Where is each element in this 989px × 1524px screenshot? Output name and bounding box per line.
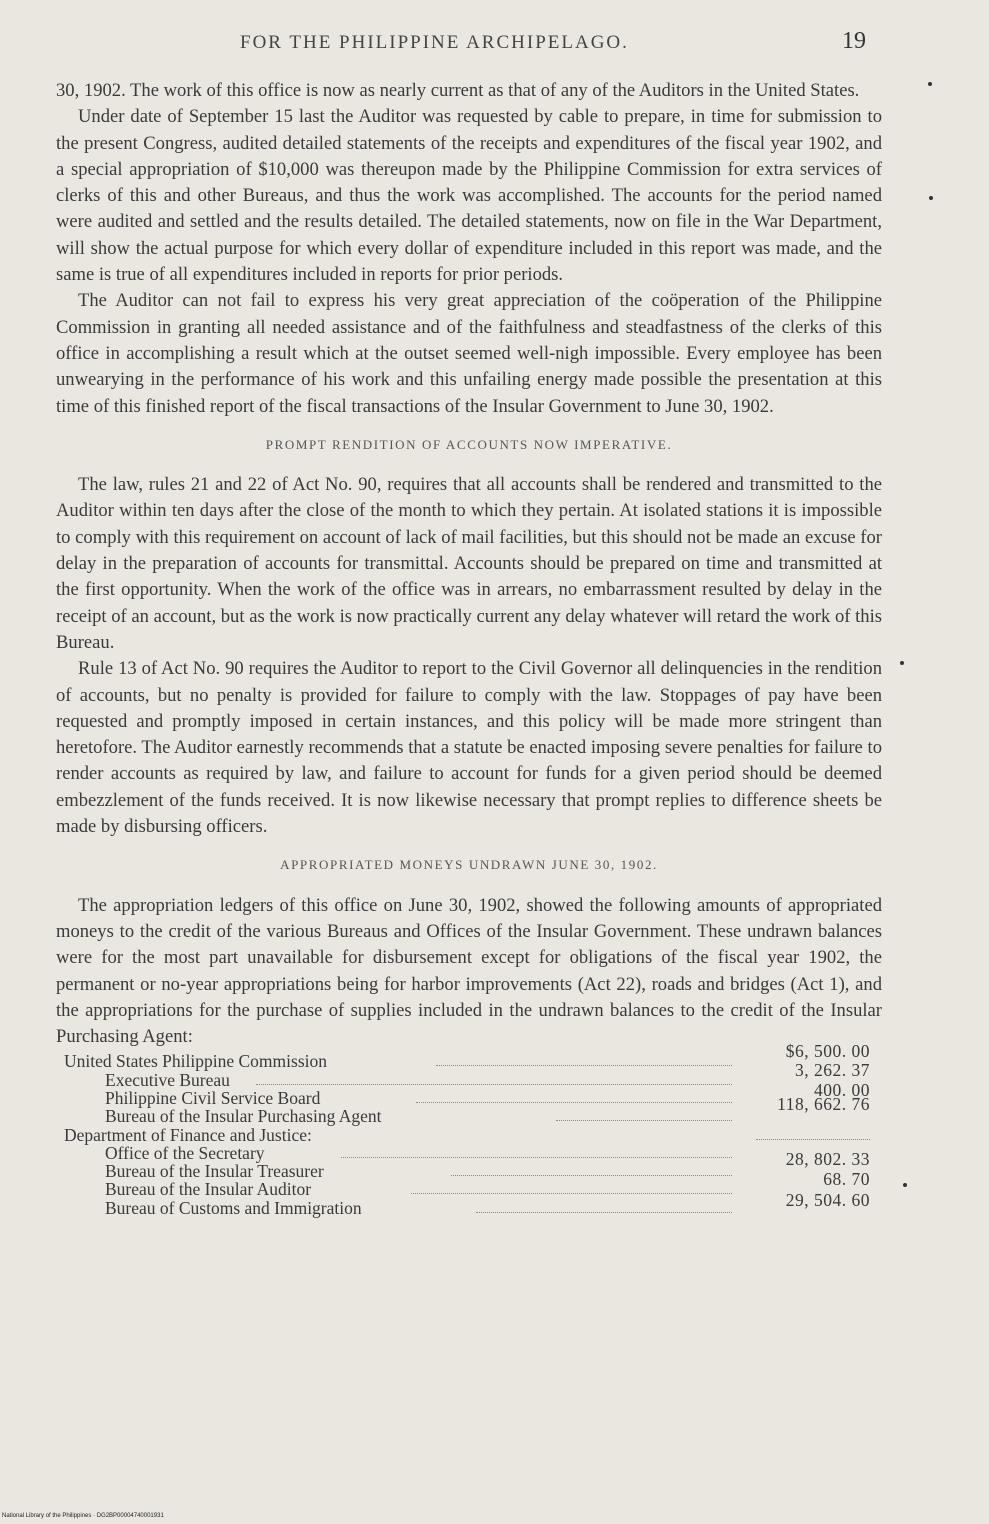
ledger-amount: 68. 70	[823, 1169, 870, 1190]
paragraph-1: 30, 1902. The work of this office is now as nearly current as that of any of the Auditors in the United States.	[56, 80, 860, 101]
paragraph-2: Under date of September 15 last the Auditor was requested by cable to prepare, in time for submission to the present Congress, audited detailed statements of the receipts and expenditures of the fiscal year 1902, and a special appropriation of $10,000 was thereupon made by the Philippine Commission for extra services of clerks of this and other Bureaus, and thus the work was accomplished. The accounts for the period named were audited and settled and the results detailed. The detailed statements, now on file in the War Department, will show the actual purpose for which every dollar of expenditure included in this report was made, and the same is true of all expenditures included in reports for prior periods.	[56, 106, 882, 286]
running-title: FOR THE PHILIPPINE ARCHIPELAGO.	[240, 32, 629, 53]
scan-footer: National Library of the Philippines · DG2BP00004740001931	[2, 1513, 164, 1519]
leader-dots	[436, 1064, 732, 1066]
ledger-amount: 3, 262. 37	[795, 1059, 870, 1080]
ledger-label: Bureau of Customs and Immigration	[105, 1197, 362, 1218]
leader-dots	[451, 1174, 732, 1176]
ledger-table	[56, 1041, 882, 1218]
ledger-amount: 29, 504. 60	[785, 1189, 870, 1210]
ledger-label: United States Philippine Commission	[64, 1051, 327, 1072]
ledger-label: Executive Bureau	[105, 1069, 230, 1090]
paragraph-6: The appropriation ledgers of this office on June 30, 1902, showed the following amounts of appropriated moneys to the credit of the various Bureaus and Offices of the Insular Government. These undrawn balances were for the most part unavailable for disbursement except for obligations of the fiscal year 1902, the permanent or no-year appropriations being for harbor improvements (Act 22), roads and bridges (Act 1), and the appropriations for the purchase of supplies included in the undrawn balances to the credit of the Insular Purchasing Agent:	[56, 894, 882, 1048]
ledger-row	[56, 1041, 882, 1072]
leader-dots	[416, 1101, 732, 1103]
page-number: 19	[842, 28, 866, 54]
ledger-amount: 118, 662. 76	[777, 1094, 870, 1115]
running-head	[0, 28, 989, 58]
paragraph-5: Rule 13 of Act No. 90 requires the Auditor to report to the Civil Governor all delinquencies in the rendition of accounts, but no penalty is provided for failure to comply with the law. Stoppages of pay have been requested and promptly imposed in certain instances, and this policy will be made more stringent than heretofore. The Auditor earnestly recommends that a statute be enacted imposing severe penalties for failure to render accounts as required by law, and failure to account for funds for a given period should be deemed embezzlement of the funds received. It is now likewise necessary that prompt replies to difference sheets be made by disbursing officers.	[56, 658, 882, 838]
leader-dots	[256, 1083, 732, 1085]
leader-dots	[476, 1211, 732, 1213]
leader-dots	[756, 1138, 870, 1140]
ledger-amount: 400. 00	[814, 1079, 870, 1100]
ledger-amount: $6, 500. 00	[785, 1041, 870, 1062]
section-heading-appropriated-moneys: APPROPRIATED MONEYS UNDRAWN JUNE 30, 1902.	[280, 857, 658, 873]
ledger-label: Bureau of the Insular Purchasing Agent	[105, 1106, 382, 1127]
ledger-row	[56, 1144, 882, 1162]
specks	[929, 196, 933, 200]
specks	[928, 82, 932, 86]
ledger-label: Office of the Secretary	[105, 1142, 265, 1163]
paragraph-4: The law, rules 21 and 22 of Act No. 90, requires that all accounts shall be rendered and transmitted to the Auditor within ten days after the close of the month to which they pertain. At isolated stations it is impossible to comply with this requirement on account of lack of mail facilities, but this should not be made an excuse for delay in the preparation of accounts for transmittal. Accounts should be prepared on time and transmitted at the first opportunity. When the work of the office was in arrears, no embarrassment resulted by delay in the receipt of an account, but as the work is now practically current any delay whatever will retard the work of this Bureau.	[56, 474, 882, 653]
leader-dots	[411, 1192, 732, 1194]
section-heading-prompt-rendition: PROMPT RENDITION OF ACCOUNTS NOW IMPERATIVE.	[265, 436, 673, 452]
leader-dots	[556, 1119, 732, 1121]
ledger-amount: 28, 802. 33	[785, 1149, 870, 1170]
paragraph-3: The Auditor can not fail to express his very great appreciation of the coöperation of the Philippine Commission in granting all needed assistance and of the faithfulness and steadfastness of the clerks of this office in accomplishing a result which at the outset seemed well-nigh impossible. Every employee has been unwearying in the performance of his work and this unfailing energy made possible the presentation at this time of this finished report of the fiscal transactions of the Insular Government to June 30, 1902.	[56, 290, 882, 417]
ledger-row	[56, 1126, 882, 1144]
ledger-label: Bureau of the Insular Auditor	[105, 1179, 312, 1200]
specks	[903, 1183, 907, 1187]
specks	[900, 661, 904, 665]
ledger-label: Philippine Civil Service Board	[105, 1087, 321, 1108]
ledger-label: Department of Finance and Justice:	[64, 1124, 312, 1145]
leader-dots	[341, 1156, 732, 1158]
ledger-label: Bureau of the Insular Treasurer	[105, 1161, 324, 1182]
body-text	[56, 78, 882, 1217]
